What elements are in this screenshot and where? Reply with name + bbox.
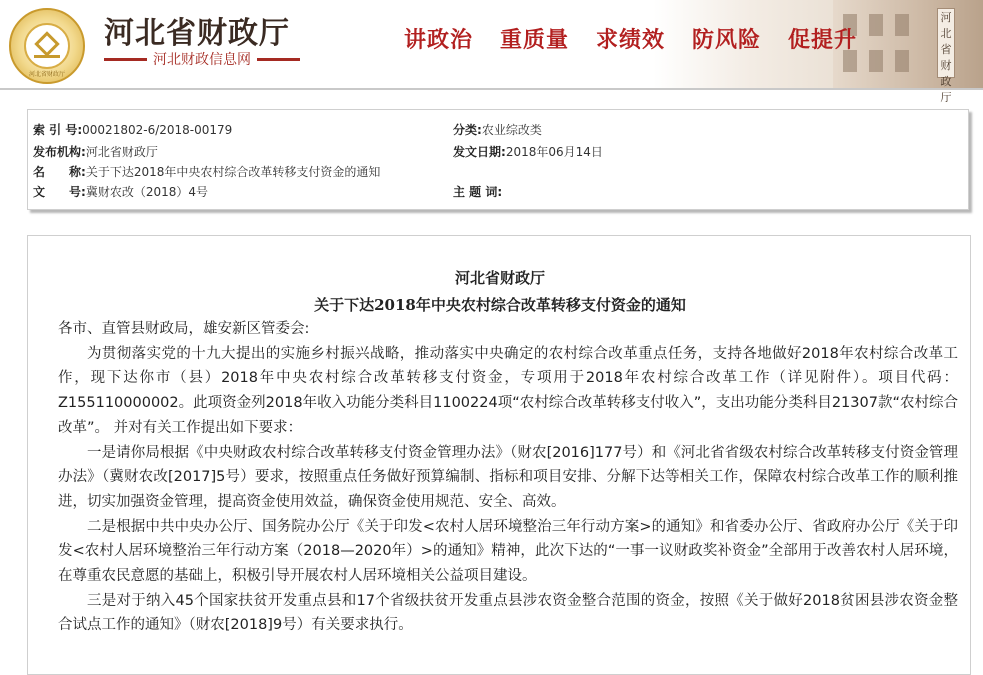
site-subtitle: 河北财政信息网 [153, 52, 251, 68]
category-label: 分类: [453, 123, 482, 137]
slogan-item: 促提升 [788, 28, 858, 53]
date-value: 2018年06月14日 [505, 145, 603, 159]
date-row [453, 145, 603, 159]
publisher-label: 发布机构: [33, 145, 86, 159]
building-sign: 河 北 省 财 政 厅 [937, 8, 955, 78]
name-row [33, 165, 380, 179]
slogan-bar [404, 23, 884, 54]
document-metadata-box [27, 109, 969, 210]
slogan-item: 求绩效 [596, 28, 666, 53]
docno-row [33, 185, 208, 199]
document-title: 关于下达2018年中央农村综合改革转移支付资金的通知 [314, 296, 686, 314]
subject-row [453, 185, 502, 199]
logo-emblem-icon [24, 23, 70, 69]
document-paragraph: 二是根据中共中央办公厅、国务院办公厅《关于印发<农村人居环境整治三年行动方案>的通知》和省委办公厅、省政府办公厅《关于印发<农村人居环境整治三年行动方案（2018—2020年）>的通知》精神，此次下达的“一事一议财政奖补资金”全部用于改善农村人居环境，在尊重农民意愿的基础上，积极引导开展农村人居环境相关公益项目建设。 [58, 518, 958, 585]
document-body-box [27, 235, 971, 675]
name-label: 名 称: [33, 165, 86, 179]
slogan-item: 防风险 [692, 28, 762, 53]
category-value: 农业综改类 [481, 123, 542, 137]
subject-label: 主 题 词: [453, 185, 503, 199]
site-logo[interactable] [9, 8, 85, 84]
category-row [453, 123, 542, 137]
index-number-value: 00021802-6/2018-00179 [82, 123, 233, 137]
date-label: 发文日期: [453, 145, 506, 159]
site-title[interactable]: 河北省财政厅 [104, 16, 290, 51]
document-content [58, 317, 958, 638]
document-paragraph: 三是对于纳入45个国家扶贫开发重点县和17个省级扶贫开发重点县涉农资金整合范围的资金，按照《关于做好2018贫困县涉农资金整合试点工作的通知》（财农[2018]9号）有关要求执行。 [58, 592, 958, 634]
docno-value: 冀财农改（2018）4号 [85, 185, 208, 199]
logo-ring-text: 河北省财政厅 [28, 71, 65, 78]
slogan-item: 重质量 [500, 28, 570, 53]
publisher-row [33, 145, 158, 159]
slogan-item: 讲政治 [404, 28, 474, 53]
name-value: 关于下达2018年中央农村综合改革转移支付资金的通知 [85, 165, 381, 179]
document-paragraph: 为贯彻落实党的十九大提出的实施乡村振兴战略，推动落实中央确定的农村综合改革重点任务，支持各地做好2018年农村综合改革工作，现下达你市（县）2018年中央农村综合改革转移支付资金，专项用于2018年农村综合改革工作（详见附件）。项目代码：Z155110000002。此项资金列2018年收入功能分类科目1100224项“农村综合改革转移支付收入”，支出功能分类科目21307款“农村综合改革”。 并对有关工作提出如下要求： [58, 345, 958, 436]
publisher-value: 河北省财政厅 [85, 145, 158, 159]
site-header [0, 0, 983, 104]
index-number-row [33, 123, 232, 137]
header-divider [0, 88, 983, 90]
docno-label: 文 号: [33, 185, 86, 199]
index-number-label: 索 引 号: [33, 123, 83, 137]
site-subtitle-bar [104, 49, 300, 69]
document-org: 河北省财政厅 [454, 269, 545, 287]
document-paragraph: 一是请你局根据《中央财政农村综合改革转移支付资金管理办法》（财农[2016]177号）和《河北省省级农村综合改革转移支付资金管理办法》（冀财农改[2017]5号）要求，按照重点任务做好预算编制、指标和项目安排、分解下达等相关工作，保障农村综合改革工作的顺利推进，切实加强资金管理，提高资金使用效益，确保资金使用规范、安全、高效。 [58, 444, 958, 510]
document-salutation: 各市、直管县财政局，雄安新区管委会: [58, 321, 310, 337]
